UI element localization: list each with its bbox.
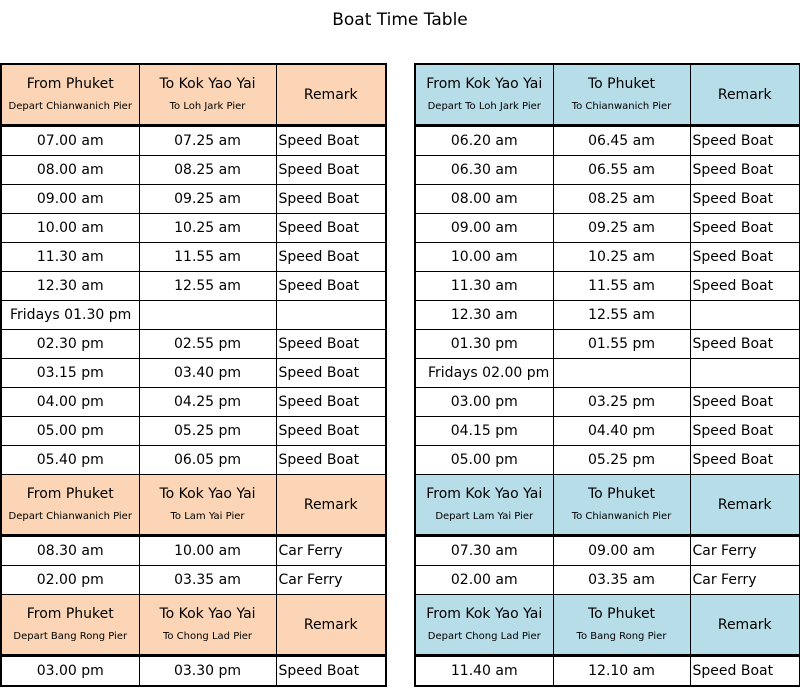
from-column-header [415,475,553,536]
table-row [415,301,800,330]
depart-time-cell: 11.30 am [415,272,553,301]
arrive-time-cell: 04.25 pm [139,388,276,417]
table-row [415,417,800,446]
depart-time-cell: 12.30 am [1,272,139,301]
section-header-row [415,595,800,656]
remark-cell: Speed Boat [690,156,800,185]
remark-column-header-title: Remark [303,496,358,513]
table-row [415,272,800,301]
arrive-time-cell: 06.05 pm [139,446,276,475]
to-column-header [553,595,690,656]
remark-cell: Speed Boat [276,214,386,243]
remark-cell: Speed Boat [276,243,386,272]
depart-time-cell: 05.00 pm [1,417,139,446]
remark-column-header-title: Remark [303,616,358,633]
arrive-time-cell: 05.25 pm [139,417,276,446]
remark-cell: Speed Boat [276,330,386,359]
from-column-header-subtitle: Depart Chong Lad Pier [427,631,541,642]
depart-time-cell: 03.00 pm [1,656,139,687]
table-row [1,156,386,185]
depart-time-cell: 06.30 am [415,156,553,185]
remark-cell [690,301,800,330]
depart-time-cell: 02.30 pm [1,330,139,359]
table-row [1,185,386,214]
depart-time-cell: 11.30 am [1,243,139,272]
arrive-time-cell: 12.55 am [553,301,690,330]
from-column-header [415,595,553,656]
from-column-header-title: From Kok Yao Yai [426,486,543,502]
remark-column-header [276,475,386,536]
from-column-header-subtitle: Depart To Loh Jark Pier [427,101,541,112]
remark-cell: Car Ferry [276,536,386,566]
arrive-time-cell: 10.25 am [553,243,690,272]
remark-column-header [690,595,800,656]
arrive-time-cell: 02.55 pm [139,330,276,359]
arrive-time-cell: 08.25 am [553,185,690,214]
from-column-header-title: From Kok Yao Yai [426,76,543,92]
to-column-header-subtitle: To Lam Yai Pier [170,511,245,522]
table-row [1,566,386,595]
remark-cell: Speed Boat [690,417,800,446]
to-column-header [553,64,690,126]
to-column-header-title: To Kok Yao Yai [159,606,256,622]
depart-time-cell: 04.15 pm [415,417,553,446]
to-column-header-title: To Phuket [587,486,656,502]
remark-column-header-title: Remark [717,616,772,633]
table-row [415,388,800,417]
from-column-header-subtitle: Depart Chianwanich Pier [8,511,132,522]
table-row [415,359,800,388]
to-column-header-subtitle: To Chianwanich Pier [571,101,672,112]
table-row [415,536,800,566]
from-column-header [1,595,139,656]
remark-cell: Speed Boat [276,446,386,475]
depart-time-cell: 06.20 am [415,126,553,156]
table-row [1,330,386,359]
table-row [1,446,386,475]
section-header-row [415,475,800,536]
depart-time-cell: 05.40 pm [1,446,139,475]
remark-column-header [276,595,386,656]
table-row [415,185,800,214]
from-column-header-subtitle: Depart Lam Yai Pier [435,511,534,522]
depart-time-cell: 11.40 am [415,656,553,687]
depart-time-cell: 08.00 am [1,156,139,185]
depart-time-cell: 09.00 am [415,214,553,243]
section-header-row [1,475,386,536]
arrive-time-cell: 12.55 am [139,272,276,301]
table-row [1,272,386,301]
phuket-departures-table [0,63,387,687]
depart-time-cell: 07.30 am [415,536,553,566]
to-column-header [139,64,276,126]
arrive-time-cell: 03.35 am [553,566,690,595]
depart-time-cell: Fridays 01.30 pm [1,301,139,330]
depart-time-cell: 02.00 am [415,566,553,595]
table-row [415,243,800,272]
depart-time-cell: 05.00 pm [415,446,553,475]
arrive-time-cell: 03.35 am [139,566,276,595]
from-column-header [1,64,139,126]
section-header-row [415,64,800,126]
to-column-header-subtitle: To Chianwanich Pier [571,511,672,522]
table-row [1,359,386,388]
remark-cell: Speed Boat [690,446,800,475]
remark-cell: Speed Boat [276,656,386,687]
arrive-time-cell: 09.25 am [553,214,690,243]
remark-cell: Speed Boat [690,330,800,359]
depart-time-cell: Fridays 02.00 pm [415,359,553,388]
table-row [1,243,386,272]
to-column-header [139,595,276,656]
arrive-time-cell: 10.00 am [139,536,276,566]
remark-column-header [276,64,386,126]
remark-cell: Speed Boat [690,214,800,243]
to-column-header-title: To Phuket [587,76,656,92]
table-row [1,214,386,243]
table-row [415,214,800,243]
arrive-time-cell: 08.25 am [139,156,276,185]
from-column-header-title: From Phuket [26,606,114,622]
remark-column-header-title: Remark [717,86,772,103]
arrive-time-cell: 03.30 pm [139,656,276,687]
section-header-row [1,595,386,656]
depart-time-cell: 03.00 pm [415,388,553,417]
from-column-header-subtitle: Depart Bang Rong Pier [13,631,128,642]
to-column-header-title: To Kok Yao Yai [159,76,256,92]
arrive-time-cell: 09.00 am [553,536,690,566]
arrive-time-cell: 04.40 pm [553,417,690,446]
depart-time-cell: 12.30 am [415,301,553,330]
remark-cell [276,301,386,330]
remark-cell: Speed Boat [690,388,800,417]
remark-cell: Speed Boat [276,359,386,388]
from-column-header-title: From Phuket [26,76,114,92]
table-row [1,656,386,687]
arrive-time-cell: 03.40 pm [139,359,276,388]
table-row [415,566,800,595]
arrive-time-cell: 07.25 am [139,126,276,156]
depart-time-cell: 03.15 pm [1,359,139,388]
table-row [415,126,800,156]
arrive-time-cell: 03.25 pm [553,388,690,417]
to-column-header-subtitle: To Bang Rong Pier [576,631,667,642]
arrive-time-cell: 11.55 am [139,243,276,272]
arrive-time-cell: 11.55 am [553,272,690,301]
remark-cell: Speed Boat [276,156,386,185]
depart-time-cell: 04.00 pm [1,388,139,417]
table-row [1,388,386,417]
arrive-time-cell: 01.55 pm [553,330,690,359]
remark-column-header [690,64,800,126]
remark-cell [690,359,800,388]
arrive-time-cell: 05.25 pm [553,446,690,475]
remark-cell: Speed Boat [276,417,386,446]
from-column-header-title: From Kok Yao Yai [426,606,543,622]
arrive-time-cell [139,301,276,330]
to-column-header [139,475,276,536]
table-row [415,330,800,359]
remark-cell: Speed Boat [690,272,800,301]
arrive-time-cell: 06.55 am [553,156,690,185]
timetable-body [415,64,800,686]
table-row [415,656,800,687]
remark-cell: Car Ferry [276,566,386,595]
kok-yao-yai-departures-table [414,63,800,687]
page-title: Boat Time Table [332,10,468,30]
remark-cell: Speed Boat [276,272,386,301]
table-row [415,446,800,475]
from-column-header [415,64,553,126]
remark-column-header-title: Remark [303,86,358,103]
remark-cell: Car Ferry [690,566,800,595]
arrive-time-cell: 10.25 am [139,214,276,243]
table-row [1,417,386,446]
depart-time-cell: 07.00 am [1,126,139,156]
table-row [1,301,386,330]
from-column-header-title: From Phuket [26,486,114,502]
to-column-header [553,475,690,536]
remark-cell: Car Ferry [690,536,800,566]
table-row [1,536,386,566]
remark-cell: Speed Boat [276,185,386,214]
to-column-header-title: To Kok Yao Yai [159,486,256,502]
depart-time-cell: 08.30 am [1,536,139,566]
remark-cell: Speed Boat [690,656,800,687]
table-row [415,156,800,185]
depart-time-cell: 02.00 pm [1,566,139,595]
section-header-row [1,64,386,126]
arrive-time-cell [553,359,690,388]
remark-cell: Speed Boat [276,126,386,156]
depart-time-cell: 08.00 am [415,185,553,214]
to-column-header-subtitle: To Loh Jark Pier [169,101,246,112]
remark-column-header-title: Remark [717,496,772,513]
remark-cell: Speed Boat [690,243,800,272]
depart-time-cell: 10.00 am [1,214,139,243]
remark-column-header [690,475,800,536]
arrive-time-cell: 12.10 am [553,656,690,687]
from-column-header-subtitle: Depart Chianwanich Pier [8,101,132,112]
arrive-time-cell: 06.45 am [553,126,690,156]
to-column-header-subtitle: To Chong Lad Pier [162,631,253,642]
depart-time-cell: 09.00 am [1,185,139,214]
remark-cell: Speed Boat [690,126,800,156]
timetable-body [1,64,386,686]
from-column-header [1,475,139,536]
remark-cell: Speed Boat [690,185,800,214]
depart-time-cell: 10.00 am [415,243,553,272]
arrive-time-cell: 09.25 am [139,185,276,214]
remark-cell: Speed Boat [276,388,386,417]
depart-time-cell: 01.30 pm [415,330,553,359]
table-row [1,126,386,156]
to-column-header-title: To Phuket [587,606,656,622]
